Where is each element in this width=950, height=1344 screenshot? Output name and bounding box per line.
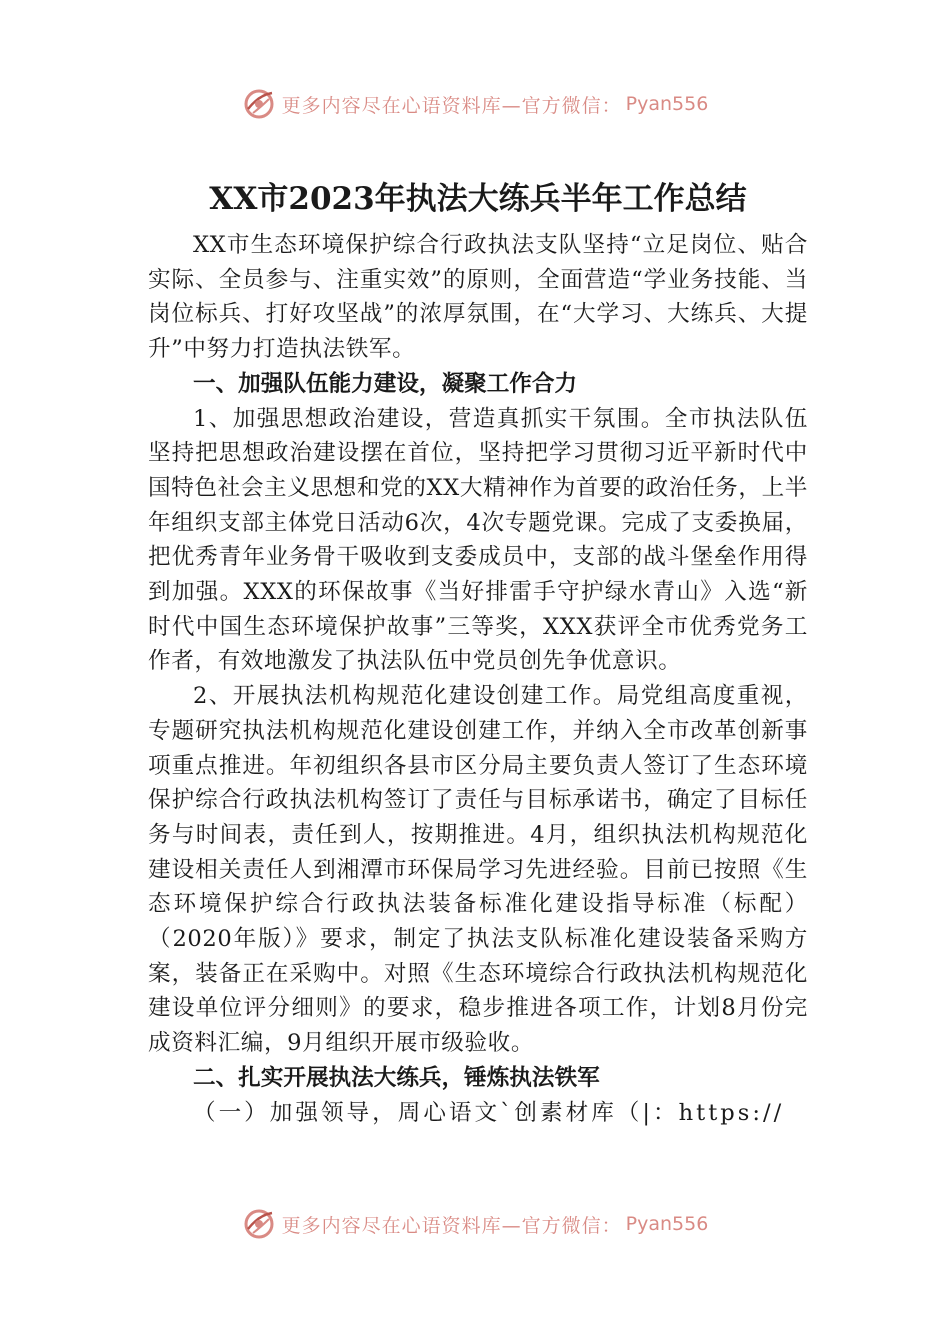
section-2-heading: 二、扎实开展执法大练兵，锤炼执法铁军 [193, 1064, 600, 1091]
watermark-wechat-id: Pyan556 [625, 1213, 709, 1235]
section-2-item-1-partial: （一）加强领导，周心语文`创素材库（|：https:// [193, 1099, 785, 1126]
brand-logo-icon [242, 87, 276, 121]
document-title: XX市2023年执法大练兵半年工作总结 [209, 181, 747, 217]
watermark-wechat-id: Pyan556 [625, 93, 709, 115]
watermark-text: 更多内容尽在心语资料库—官方微信： [281, 1214, 622, 1237]
header-watermark [0, 84, 950, 124]
brand-logo-icon [242, 1207, 276, 1241]
watermark-text: 更多内容尽在心语资料库—官方微信： [281, 94, 622, 117]
document-body [148, 172, 808, 1130]
intro-paragraph: XX市生态环境保护综合行政执法支队坚持“立足岗位、贴合实际、全员参与、注重实效”的原则，全面营造“学业务技能、当岗位标兵、打好攻坚战”的浓厚氛围，在“大学习、大练兵、大提升”中努力打造执法铁军。 [148, 232, 808, 363]
footer-watermark [0, 1204, 950, 1244]
section-1-item-2: 2、开展执法机构规范化建设创建工作。局党组高度重视，专题研究执法机构规范化建设创建工作，并纳入全市改革创新事项重点推进。年初组织各县市区分局主要负责人签订了生态环境保护综合行政执法机构签订了责任与目标承诺书，确定了目标任务与时间表，责任到人，按期推进。4月，组织执法机构规范化建设相关责任人到湘潭市环保局学习先进经验。目前已按照《生态环境保护综合行政执法装备标准化建设指导标准（标配）（2020年版）》要求，制定了执法支队标准化建设装备采购方案，装备正在采购中。对照《生态环境综合行政执法机构规范化建设单位评分细则》的要求，稳步推进各项工作，计划8月份完成资料汇编，9月组织开展市级验收。 [148, 683, 808, 1057]
section-1-heading: 一、加强队伍能力建设，凝聚工作合力 [193, 370, 578, 397]
section-1-item-1: 1、加强思想政治建设，营造真抓实干氛围。全市执法队伍坚持把思想政治建设摆在首位，坚持把学习贯彻习近平新时代中国特色社会主义思想和党的XX大精神作为首要的政治任务，上半年组织支部主体党日活动6次，4次专题党课。完成了支委换届，把优秀青年业务骨干吸收到支委成员中，支部的战斗堡垒作用得到加强。XXX的环保故事《当好排雷手守护绿水青山》入选“新时代中国生态环境保护故事”三等奖，XXX获评全市优秀党务工作者，有效地激发了执法队伍中党员创先争优意识。 [148, 405, 808, 675]
